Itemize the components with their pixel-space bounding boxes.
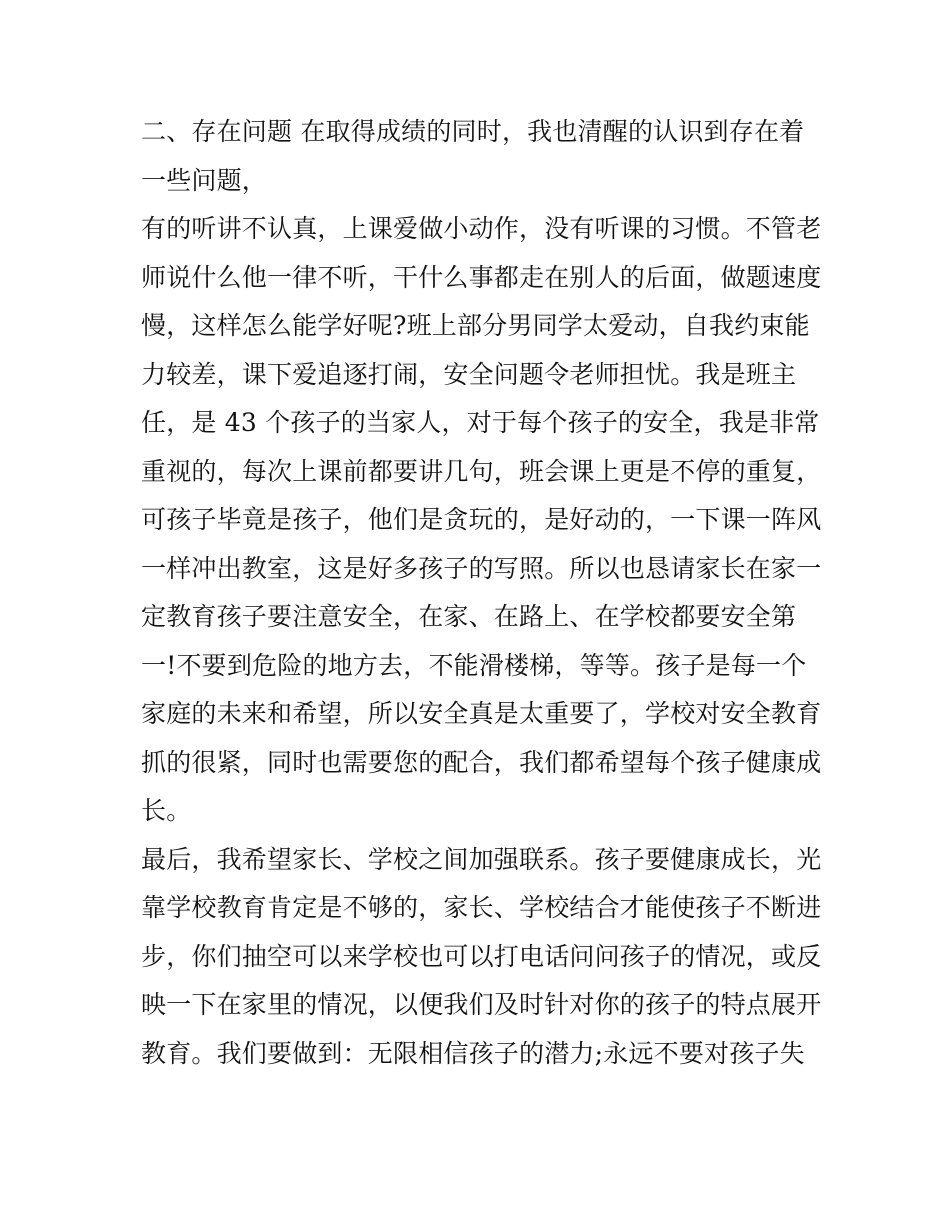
text-line: 师说什么他一律不听，干什么事都走在别人的后面，做题速度 (141, 262, 822, 292)
text-line: 二、存在问题 在取得成绩的同时，我也清醒的认识到存在着 (141, 117, 805, 146)
text-line: 教育。我们要做到：无限相信孩子的潜力;永远不要对孩子失 (141, 1038, 805, 1068)
text-line: 力较差，课下爱追逐打闹，安全问题令老师担忧。我是班主 (141, 359, 797, 389)
text-line: 家庭的未来和希望，所以安全真是太重要了，学校对安全教育 (141, 699, 822, 728)
text-line: 一!不要到危险的地方去，不能滑楼梯，等等。孩子是每一个 (141, 650, 807, 680)
text-line: 最后，我希望家长、学校之间加强联系。孩子要健康成长，光 (141, 844, 822, 874)
text-line: 一样冲出教室，这是好多孩子的写照。所以也恳请家长在家一 (141, 553, 822, 583)
text-line: 有的听讲不认真，上课爱做小动作，没有听课的习惯。不管老 (141, 214, 822, 243)
text-line: 映一下在家里的情况，以便我们及时针对你的孩子的特点展开 (141, 990, 822, 1019)
text-line: 步，你们抽空可以来学校也可以打电话问问孩子的情况，或反 (141, 941, 822, 971)
text-line: 可孩子毕竟是孩子，他们是贪玩的，是好动的，一下课一阵风 (141, 505, 822, 534)
text-line: 定教育孩子要注意安全，在家、在路上、在学校都要安全第 (141, 602, 797, 631)
text-line: 一些问题， (141, 165, 268, 195)
text-line: 长。 (141, 796, 192, 825)
text-line: 重视的，每次上课前都要讲几句，班会课上更是不停的重复， (141, 456, 822, 486)
text-line: 慢，这样怎么能学好呢?班上部分男同学太爱动，自我约束能 (141, 311, 810, 340)
body-text (141, 108, 821, 1078)
text-line: 抓的很紧，同时也需要您的配合，我们都希望每个孩子健康成 (141, 747, 822, 777)
text-line: 任，是 43 个孩子的当家人，对于每个孩子的安全，我是非常 (141, 408, 820, 437)
text-line: 靠学校教育肯定是不够的，家长、学校结合才能使孩子不断进 (141, 893, 822, 922)
